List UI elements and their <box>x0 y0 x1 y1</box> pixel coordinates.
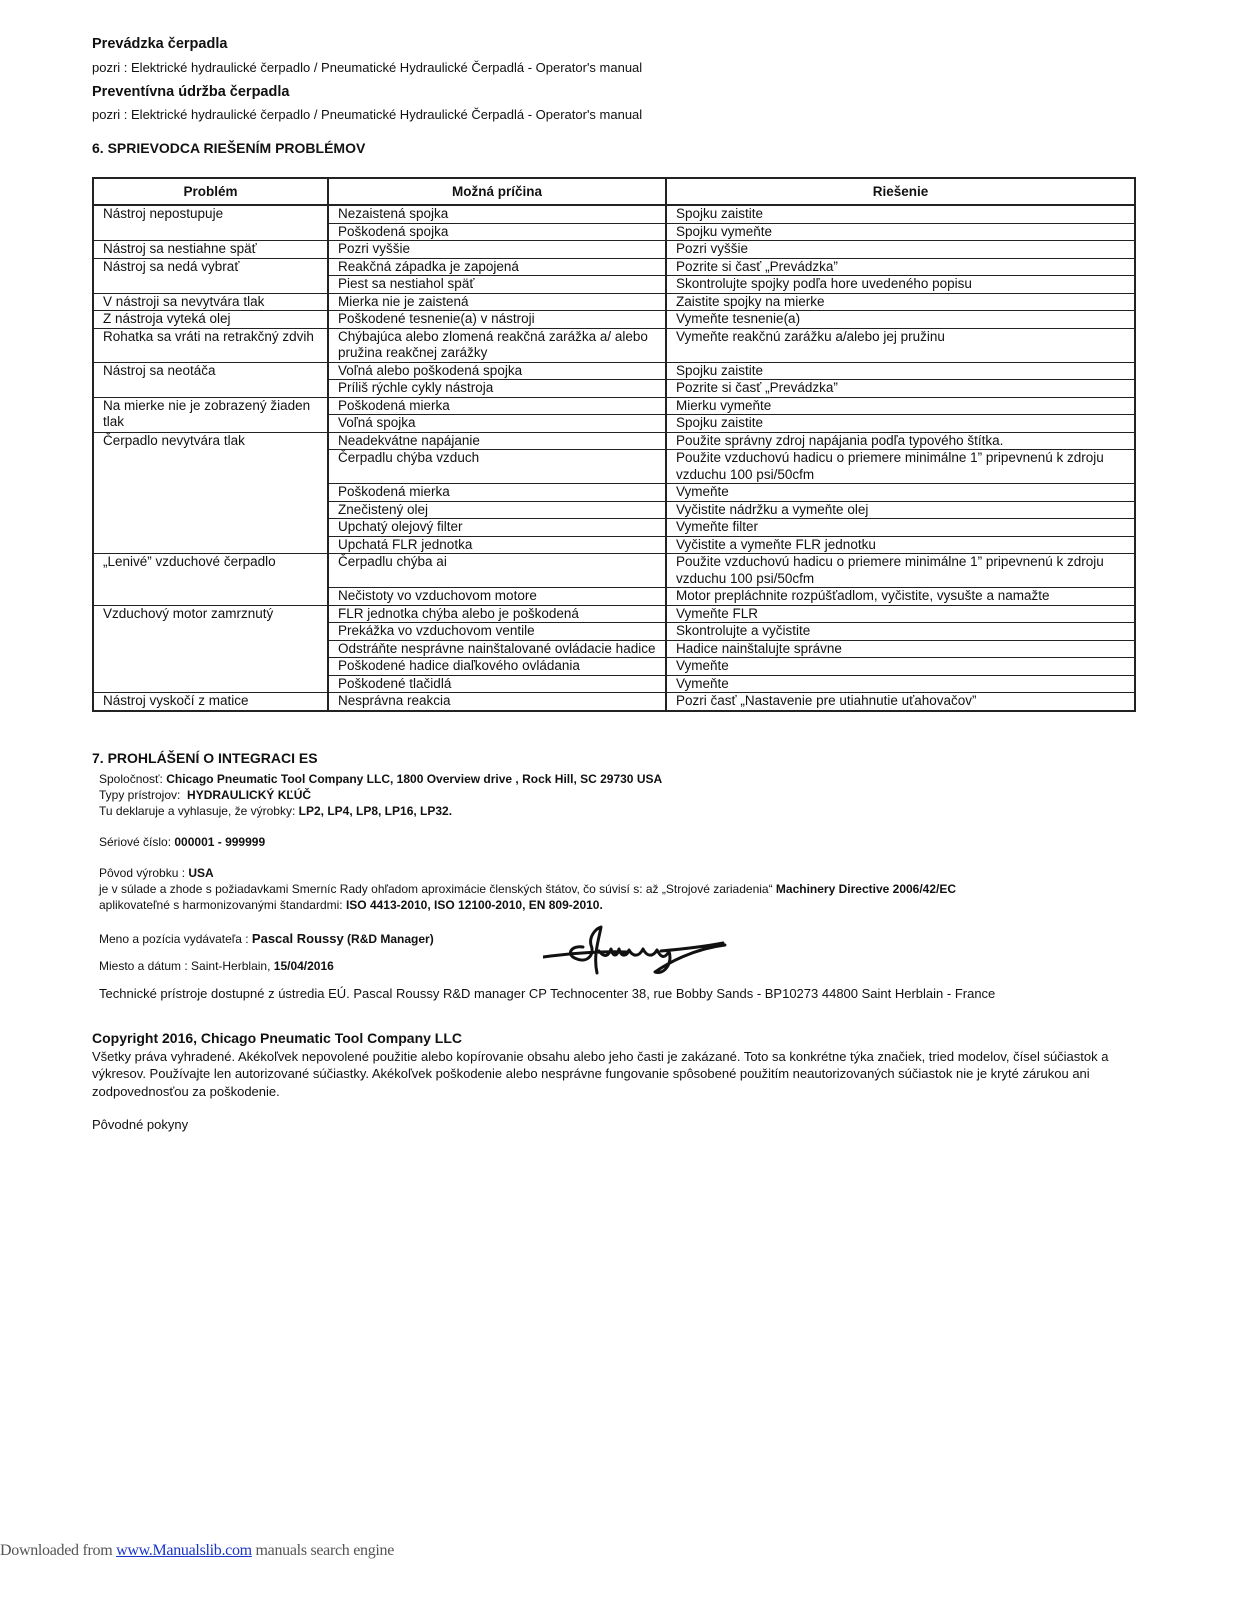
company-label: Spoločnosť: <box>99 772 167 786</box>
header-cause: Možná príčina <box>328 178 666 205</box>
footer-suffix: manuals search engine <box>251 1542 395 1559</box>
issuer-role: (R&D Manager) <box>343 932 434 946</box>
problem-cell: Čerpadlo nevytvára tlak <box>93 432 328 554</box>
solution-cell: Pozri vyššie <box>666 241 1135 259</box>
cause-cell: Nesprávna reakcia <box>328 693 666 711</box>
manualslib-link[interactable]: www.Manualslib.com <box>116 1542 252 1559</box>
troubleshooting-body <box>93 205 1135 711</box>
cause-cell: Nečistoty vo vzduchovom motore <box>328 588 666 606</box>
solution-cell: Spojku vymeňte <box>666 223 1135 241</box>
table-row <box>93 605 1135 623</box>
solution-cell: Pozrite si časť „Prevádzka” <box>666 380 1135 398</box>
solution-cell: Použite správny zdroj napájania podľa typového štítka. <box>666 432 1135 450</box>
problem-cell: V nástroji sa nevytvára tlak <box>93 293 328 311</box>
solution-cell: Použite vzduchovú hadicu o priemere minimálne 1” pripevnenú k zdroju vzduchu 100 psi/50cfm <box>666 554 1135 588</box>
solution-cell: Vymeňte FLR <box>666 605 1135 623</box>
solution-cell: Spojku zaistite <box>666 205 1135 223</box>
cause-cell: Upchatá FLR jednotka <box>328 536 666 554</box>
table-row <box>93 397 1135 415</box>
problem-cell: Nástroj sa nedá vybrať <box>93 258 328 293</box>
serial-value: 000001 - 999999 <box>174 835 266 849</box>
origin-label: Pôvod výrobku : <box>99 866 189 880</box>
table-header-row <box>93 178 1135 205</box>
cause-cell: Neadekvátne napájanie <box>328 432 666 450</box>
types-label: Typy prístrojov: <box>99 788 188 802</box>
copyright-body: Všetky práva vyhradené. Akékoľvek nepovolené použitie alebo kopírovanie obsahu alebo jeho časti je zakázané. Toto sa konkrétne týka značiek, tried modelov, čísel súčiastok a výkresov. Používajte len autorizované súčiastky. Akékoľvek poškodenie alebo nesprávne fungovanie spôsobené použitím neautorizovaných súčiastok nie je kryté zárukou ani zodpovednosťou za poškodenie. <box>92 1048 1109 1099</box>
cause-cell: Poškodená mierka <box>328 397 666 415</box>
table-row <box>93 328 1135 362</box>
standards-value: ISO 4413-2010, ISO 12100-2010, EN 809-2010. <box>345 898 603 912</box>
table-row <box>93 311 1135 329</box>
issuer-name: Pascal Roussy <box>251 931 344 946</box>
table-row <box>93 258 1135 276</box>
table-row <box>93 362 1135 380</box>
place-value: Saint-Herblain, <box>191 959 274 973</box>
troubleshooting-table <box>92 177 1136 712</box>
solution-cell: Pozri časť „Nastavenie pre utiahnutie uťahovačov” <box>666 693 1135 711</box>
cause-cell: Nezaistená spojka <box>328 205 666 223</box>
table-row <box>93 554 1135 588</box>
cause-cell: Voľná spojka <box>328 415 666 433</box>
cause-cell: Poškodené tlačidlá <box>328 675 666 693</box>
solution-cell: Vyčistite a vymeňte FLR jednotku <box>666 536 1135 554</box>
cause-cell: Voľná alebo poškodená spojka <box>328 362 666 380</box>
declaration-serial <box>99 834 1149 850</box>
table-row <box>93 241 1135 259</box>
solution-cell: Hadice nainštalujte správne <box>666 640 1135 658</box>
operation-heading: Prevádzka čerpadla <box>92 36 228 52</box>
cause-cell: Poškodená spojka <box>328 223 666 241</box>
header-problem: Problém <box>93 178 328 205</box>
declaration-company <box>99 771 1149 787</box>
cause-cell: Poškodená mierka <box>328 484 666 502</box>
section6-heading: 6. SPRIEVODCA RIEŠENÍM PROBLÉMOV <box>92 140 366 156</box>
problem-cell: Z nástroja vyteká olej <box>93 311 328 329</box>
cause-cell: Čerpadlu chýba vzduch <box>328 450 666 484</box>
declaration-types <box>99 787 1149 803</box>
solution-cell: Spojku zaistite <box>666 362 1135 380</box>
solution-cell: Vymeňte tesnenie(a) <box>666 311 1135 329</box>
signature-image <box>543 925 728 980</box>
cause-cell: Mierka nie je zaistená <box>328 293 666 311</box>
solution-cell: Zaistite spojky na mierke <box>666 293 1135 311</box>
types-value: HYDRAULICKÝ KĽÚČ <box>187 788 312 802</box>
solution-cell: Vymeňte <box>666 675 1135 693</box>
operation-reference: pozri : Elektrické hydraulické čerpadlo / Pneumatické Hydraulické Čerpadlá - Operator's manual <box>92 60 643 75</box>
cause-cell: Poškodené tesnenie(a) v nástroji <box>328 311 666 329</box>
cause-cell: Pozri vyššie <box>328 241 666 259</box>
footer-download-note <box>0 1542 394 1560</box>
cause-cell: Upchatý olejový filter <box>328 519 666 537</box>
cause-cell: Reakčná západka je zapojená <box>328 258 666 276</box>
solution-cell: Motor prepláchnite rozpúšťadlom, vyčistite, vysušte a namažte <box>666 588 1135 606</box>
cause-cell: Odstráňte nesprávne nainštalované ovládacie hadice <box>328 640 666 658</box>
origin-value: USA <box>188 866 214 880</box>
date-value: 15/04/2016 <box>273 959 334 973</box>
solution-cell: Skontrolujte a vyčistite <box>666 623 1135 641</box>
copyright-block <box>92 1030 1137 1100</box>
solution-cell: Vymeňte <box>666 484 1135 502</box>
compliance-text: je v súlade a zhode s požiadavkami Smerníc Rady ohľadom aproximácie členských štátov, čo súvisí s: až „Strojové zariadenia“ <box>99 882 776 896</box>
solution-cell: Vymeňte filter <box>666 519 1135 537</box>
cause-cell: Znečistený olej <box>328 501 666 519</box>
cause-cell: Poškodené hadice diaľkového ovládania <box>328 658 666 676</box>
cause-cell: Prekážka vo vzduchovom ventile <box>328 623 666 641</box>
section7-heading: 7. PROHLÁŠENÍ O INTEGRACI ES <box>92 750 318 766</box>
problem-cell: Nástroj sa neotáča <box>93 362 328 397</box>
solution-cell: Vymeňte reakčnú zarážku a/alebo jej pružinu <box>666 328 1135 362</box>
cause-cell: Príliš rýchle cykly nástroja <box>328 380 666 398</box>
standards-label: aplikovateľné s harmonizovanými štandardmi: <box>99 898 346 912</box>
copyright-title: Copyright 2016, Chicago Pneumatic Tool Company LLC <box>92 1030 463 1046</box>
place-label: Miesto a dátum : <box>99 959 192 973</box>
table-row <box>93 693 1135 711</box>
table-row <box>93 205 1135 223</box>
header-solution: Riešenie <box>666 178 1135 205</box>
company-value: Chicago Pneumatic Tool Company LLC, 1800 Overview drive , Rock Hill, SC 29730 USA <box>166 772 663 786</box>
problem-cell: Rohatka sa vráti na retrakčný zdvih <box>93 328 328 362</box>
compliance-directive: Machinery Directive 2006/42/EC <box>775 882 957 896</box>
solution-cell: Použite vzduchovú hadicu o priemere minimálne 1” pripevnenú k zdroju vzduchu 100 psi/50cfm <box>666 450 1135 484</box>
solution-cell: Skontrolujte spojky podľa hore uvedeného popisu <box>666 276 1135 294</box>
table-row <box>93 432 1135 450</box>
problem-cell: „Lenivé” vzduchové čerpadlo <box>93 554 328 606</box>
solution-cell: Mierku vymeňte <box>666 397 1135 415</box>
problem-cell: Nástroj vyskočí z matice <box>93 693 328 711</box>
solution-cell: Spojku zaistite <box>666 415 1135 433</box>
solution-cell: Vyčistite nádržku a vymeňte olej <box>666 501 1135 519</box>
cause-cell: Chýbajúca alebo zlomená reakčná zarážka a/ alebo pružina reakčnej zarážky <box>328 328 666 362</box>
products-label: Tu deklaruje a vyhlasuje, že výrobky: <box>99 804 299 818</box>
cause-cell: Piest sa nestiahol späť <box>328 276 666 294</box>
cause-cell: Čerpadlu chýba ai <box>328 554 666 588</box>
problem-cell: Nástroj nepostupuje <box>93 205 328 241</box>
problem-cell: Vzduchový motor zamrznutý <box>93 605 328 693</box>
table-row <box>93 293 1135 311</box>
cause-cell: FLR jednotka chýba alebo je poškodená <box>328 605 666 623</box>
declaration-technical-docs: Technické prístroje dostupné z ústredia EÚ. Pascal Roussy R&D manager CP Technocenter 38, rue Bobby Sands - BP10273 44800 Saint Herblain - France <box>99 986 996 1001</box>
problem-cell: Nástroj sa nestiahne späť <box>93 241 328 259</box>
serial-label: Sériové číslo: <box>99 835 175 849</box>
maintenance-heading: Preventívna údržba čerpadla <box>92 84 290 100</box>
original-instructions: Pôvodné pokyny <box>92 1117 189 1132</box>
solution-cell: Pozrite si časť „Prevádzka” <box>666 258 1135 276</box>
declaration-standards <box>99 897 1149 913</box>
declaration-origin <box>99 865 1149 881</box>
footer-prefix: Downloaded from <box>0 1542 117 1559</box>
declaration-products <box>99 803 1149 819</box>
problem-cell: Na mierke nie je zobrazený žiaden tlak <box>93 397 328 432</box>
issuer-label: Meno a pozícia vydávateľa : <box>99 932 252 946</box>
declaration-compliance <box>99 881 1149 897</box>
products-value: LP2, LP4, LP8, LP16, LP32. <box>298 804 453 818</box>
maintenance-reference: pozri : Elektrické hydraulické čerpadlo / Pneumatické Hydraulické Čerpadlá - Operator's manual <box>92 107 643 122</box>
solution-cell: Vymeňte <box>666 658 1135 676</box>
